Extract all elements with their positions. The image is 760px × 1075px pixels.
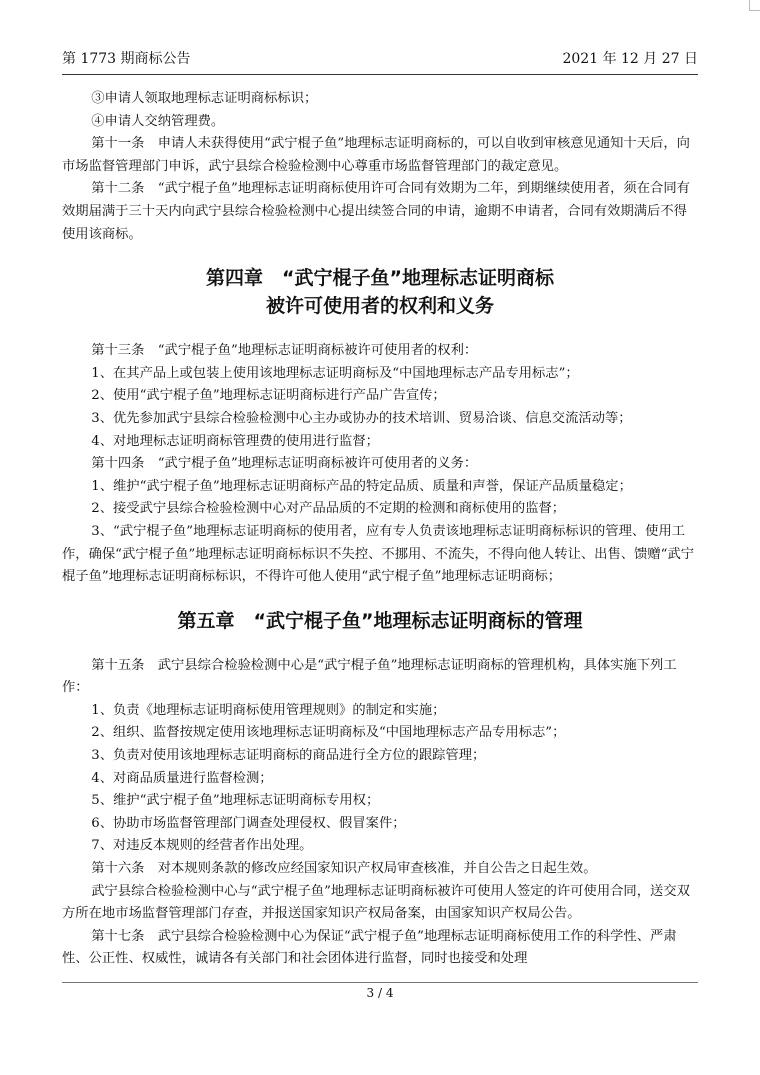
chapter-5-title: 第五章 “武宁棍子鱼”地理标志证明商标的管理 [177, 609, 583, 632]
list-item: 1、负责《地理标志证明商标使用管理规则》的制定和实施； [91, 702, 446, 718]
article-13: 第十三条 “武宁棍子鱼”地理标志证明商标被许可使用者的权利： [91, 343, 478, 359]
list-item: 6、协助市场监督管理部门调查处理侵权、假冒案件； [91, 815, 406, 831]
chapter-5-heading [62, 607, 698, 635]
issue-date: 2021 年 12 月 27 日 [562, 51, 698, 67]
list-item: 2、组织、监督按规定使用该地理标志证明商标及“中国地理标志产品专用标志”； [91, 725, 566, 741]
page-number: 3 / 4 [366, 986, 394, 1000]
list-item: 3、“武宁棍子鱼”地理标志证明商标的使用者，应有专人负责该地理标志证明商标标识的管理、使用工作，确保“武宁棍子鱼”地理标志证明商标标识不失控、不挪用、不流失，不得向他人转让、出售、馈赠“武宁棍子鱼”地理标志证明商标标识，不得许可他人使用“武宁棍子鱼”地理标志证明商标； [62, 523, 695, 585]
issue-label: 第 1773 期商标公告 [62, 51, 191, 67]
chapter-4-title-line1: 第四章 “武宁棍子鱼”地理标志证明商标 [206, 267, 554, 290]
article-12: 第十二条 “武宁棍子鱼”地理标志证明商标使用许可合同有效期为二年，到期继续使用者，须在合同有效期届满于三十天内向武宁县综合检验检测中心提出续签合同的申请，逾期不申请者，合同有效期满后不得使用该商标。 [62, 181, 690, 242]
article-15: 第十五条 武宁县综合检验检测中心是“武宁棍子鱼”地理标志证明商标的管理机构，具体实施下列工作： [62, 657, 677, 696]
header-rule [62, 74, 698, 75]
chapter-4-title-line2: 被许可使用者的权利和义务 [265, 295, 494, 318]
article-17: 第十七条 武宁县综合检验检测中心为保证“武宁棍子鱼”地理标志证明商标使用工作的科学性、严肃性、公正性、权威性，诚请各有关部门和社会团体进行监督，同时也接受和处理 [62, 928, 677, 967]
chapter-4-heading [62, 264, 698, 320]
article-16: 第十六条 对本规则条款的修改应经国家知识产权局审查核准，并自公告之日起生效。 [91, 861, 597, 877]
paragraph: ③申请人领取地理标志证明商标标识； [91, 91, 318, 106]
list-item: 3、优先参加武宁县综合检验检测中心主办或协办的技术培训、贸易洽谈、信息交流活动等； [91, 410, 632, 426]
list-item: 1、维护“武宁棍子鱼”地理标志证明商标产品的特定品质、质量和声誉，保证产品质量稳定； [91, 478, 632, 494]
paragraph: ④申请人交纳管理费。 [91, 113, 225, 129]
list-item: 3、负责对使用该地理标志证明商标的商品进行全方位的跟踪管理； [91, 748, 486, 764]
footer-rule [62, 982, 698, 983]
paragraph: 武宁县综合检验检测中心与“武宁棍子鱼”地理标志证明商标被许可使用人签定的许可使用合同，送交双方所在地市场监督管理部门存查，并报送国家知识产权局备案，由国家知识产权局公告。 [62, 883, 690, 922]
list-item: 2、使用“武宁棍子鱼”地理标志证明商标进行产品广告宣传； [91, 388, 446, 404]
page-corner-mark [749, 0, 760, 11]
article-14: 第十四条 “武宁棍子鱼”地理标志证明商标被许可使用者的义务： [91, 456, 478, 472]
article-11: 第十一条 申请人未获得使用“武宁棍子鱼”地理标志证明商标的，可以自收到审核意见通知十天后，向市场监督管理部门申诉，武宁县综合检验检测中心尊重市场监督管理部门的裁定意见。 [62, 136, 690, 174]
list-item: 2、接受武宁县综合检验检测中心对产品品质的不定期的检测和商标使用的监督； [91, 501, 566, 517]
page-header [62, 48, 698, 70]
document-body [62, 88, 698, 971]
list-item: 7、对违反本规则的经营者作出处理。 [91, 838, 313, 854]
list-item: 4、对商品质量进行监督检测； [91, 770, 273, 786]
list-item: 1、在其产品上或包装上使用该地理标志证明商标及“中国地理标志产品专用标志”； [91, 365, 579, 381]
list-item: 5、维护“武宁棍子鱼”地理标志证明商标专用权； [91, 793, 380, 809]
list-item: 4、对地理标志证明商标管理费的使用进行监督； [91, 433, 379, 449]
